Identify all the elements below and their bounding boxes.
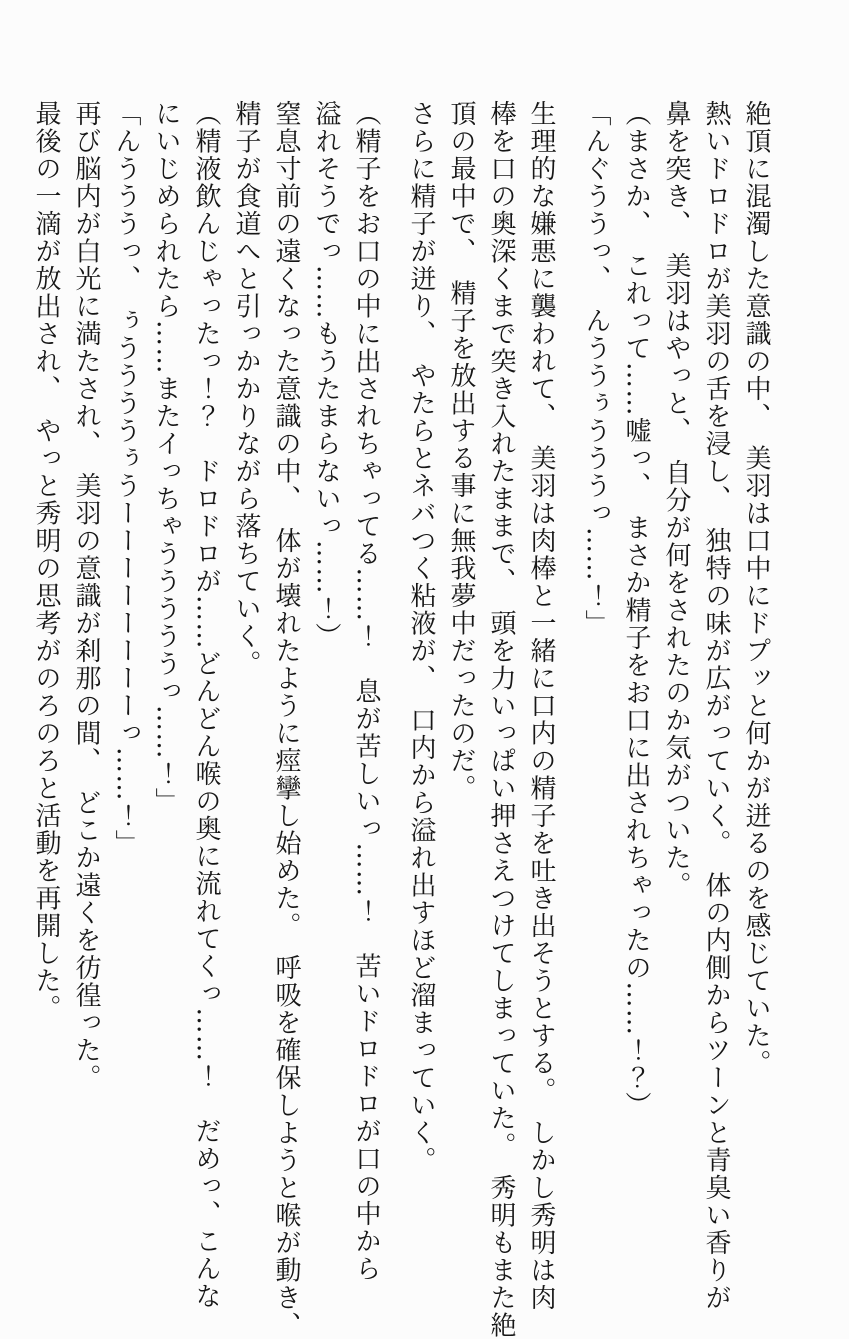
text-line: 絶頂に混濁した意識の中、 美羽は口中にドプッと何かが迸るのを感じていた。	[741, 100, 771, 1077]
text-line: 「んぐううっ、 んううぅうううっ……！」	[581, 100, 611, 637]
text-line: （まさか、 これって……嘘っ、 まさか精子をお口に出されちゃったの……！？）	[621, 100, 651, 1119]
text-line: （精液飲んじゃったっ！？ ドロドロが……どんどん喉の奥に流れてくっ……！ だめっ、こんな	[191, 100, 221, 1310]
text-line: 溢れそうでっ……もうたまらないっ……！）	[311, 100, 341, 650]
vertical-text-block	[26, 100, 776, 1339]
text-line: 生理的な嫌悪に襲われて、 美羽は肉棒と一緒に口内の精子を吐き出そうとする。 しかし秀明は肉	[526, 100, 556, 1312]
text-line: にいじめられたら……またイっちゃうううううっ……！」	[151, 100, 181, 815]
text-line: 再び脳内が白光に満たされ、 美羽の意識が刹那の間、 どこか遠くを彷徨った。	[71, 100, 101, 1092]
text-line: さらに精子が迸り、 やたらとネバつく粘液が、 口内から溢れ出すほど溜まっていく。	[406, 100, 436, 1174]
text-line: 最後の一滴が放出され、 やっと秀明の思考がのろのろと活動を再開した。	[31, 100, 61, 1022]
text-line: 棒を口の奥深くまで突き入れたままで、 頭を力いっぱい押さえつけてしまっていた。 秀明もまた絶	[486, 100, 516, 1339]
text-line: 熱いドロドロが美羽の舌を浸し、 独特の味が広がっていく。 体の内側からツーンと青臭い香りが	[701, 100, 731, 1312]
text-line: （精子をお口の中に出されちゃってる……！ 息が苦しいっ……！ 苦いドロドロが口の中から	[351, 100, 381, 1283]
text-line: 「んうううっ、 ぅううううぅうーーーーーーーーっ……！」	[111, 100, 141, 857]
text-line: 鼻を突き、 美羽はやっと、 自分が何をされたのか気がついた。	[661, 100, 691, 899]
text-line: 窒息寸前の遠くなった意識の中、 体が壊れたように痙攣し始めた。 呼吸を確保しようと喉が動き、	[271, 100, 301, 1339]
text-line: 精子が食道へと引っかかりながら落ちていく。	[231, 100, 261, 678]
text-line: 頂の最中で、 精子を放出する事に無我夢中だったのだ。	[446, 100, 476, 802]
